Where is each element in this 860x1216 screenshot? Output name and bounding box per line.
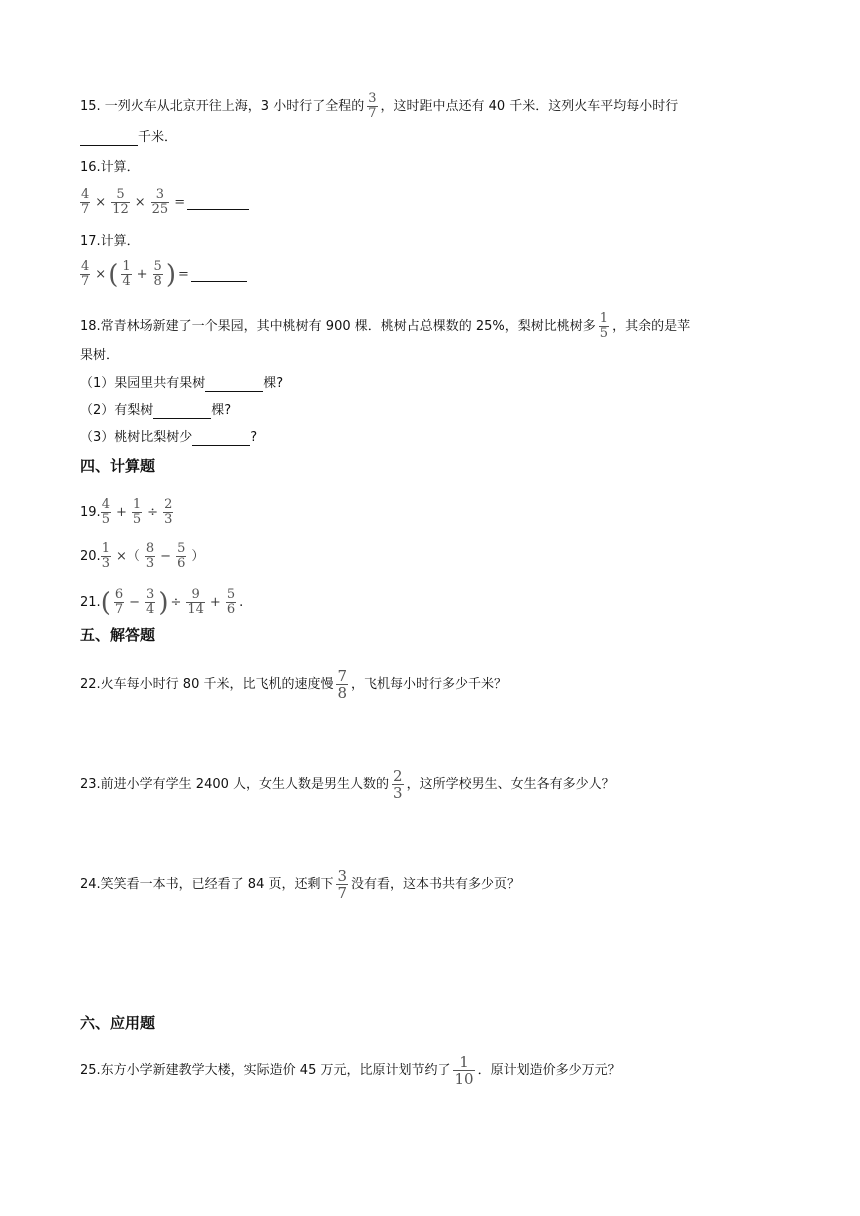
question-15-line-1 [80,92,678,121]
question-16-title: 16.计算． [80,160,140,175]
q18-fraction: $\frac{1}{5}$ [599,311,609,341]
question-20-expression: 20. $\frac{1}{3}$ ×（ $\frac{8}{3}$ − $\frac{5}{6}$ ） [80,541,205,571]
question-25: 25.东方小学新建教学大楼，实际造价 45 万元，比原计划节约了 $\frac{1}{10}$ ．原计划造价多少万元？ [80,1053,621,1088]
q21-fraction-3: $\frac{9}{14}$ [187,587,204,617]
q19-fraction-2: $\frac{1}{5}$ [132,497,142,527]
q18-sub2-blank[interactable] [153,404,211,419]
question-21-expression: 21. ( $\frac{6}{7}$ − $\frac{3}{4}$ ) ÷ $\frac{9}{14}$ + $\frac{5}{6}$ . [80,587,244,618]
question-18-sub-1: （1）果园里共有果树 棵? [80,376,284,391]
q20-fraction-3: $\frac{5}{6}$ [177,541,186,571]
q16-fraction-3: $\frac{3}{25}$ [151,187,169,217]
question-17-expression: $\frac{4}{7}$ × ( $\frac{1}{4}$ + $\frac{5}{8}$ ) = [80,260,247,289]
q17-fraction-1: $\frac{4}{7}$ [81,259,90,289]
q15-fraction: $\frac{3}{7}$ [368,91,377,121]
q15-text-b: ，这时距中点还有 40 千米．这列火车平均每小时行 [380,98,679,114]
q20-fraction-2: $\frac{8}{3}$ [145,541,155,571]
q20-fraction-1: $\frac{1}{3}$ [101,541,110,571]
q21-fraction-2: $\frac{3}{4}$ [146,587,155,617]
q16-answer-blank[interactable] [187,195,249,210]
section-4-heading: 四、计算题 [80,457,156,475]
q15-text-a: 15. 一列火车从北京开往上海，3 小时行了全程的 [80,98,365,114]
q23-fraction: $\frac{2}{3}$ [393,767,403,802]
q17-fraction-3: $\frac{5}{8}$ [153,259,162,289]
q17-fraction-2: $\frac{1}{4}$ [122,259,131,289]
q25-fraction: $\frac{1}{10}$ [454,1053,474,1088]
q22-fraction: $\frac{7}{8}$ [337,667,348,702]
q21-fraction-4: $\frac{5}{6}$ [226,587,236,617]
question-22: 22.火车每小时行 80 千米，比飞机的速度慢 $\frac{7}{8}$ ，飞机每小时行多少千米？ [80,667,508,702]
q18-sub1-blank[interactable] [205,377,263,392]
question-18-sub-2: （2）有梨树 棵? [80,403,232,418]
question-16-expression: $\frac{4}{7}$ × $\frac{5}{12}$ × $\frac{3}{25}$ = [80,188,249,217]
q17-answer-blank[interactable] [191,267,247,282]
q19-fraction-3: $\frac{2}{3}$ [164,497,173,527]
q16-fraction-1: $\frac{4}{7}$ [81,187,90,217]
q19-fraction-1: $\frac{4}{5}$ [101,497,110,527]
q24-fraction: $\frac{3}{7}$ [337,867,348,902]
question-15-line-2 [80,128,177,148]
section-5-heading: 五、解答题 [80,626,156,644]
question-18-line-2: 果树． [80,348,120,363]
question-23: 23.前进小学有学生 2400 人，女生人数是男生人数的 $\frac{2}{3}$ ，这所学校男生、女生各有多少人？ [80,767,615,802]
q16-fraction-2: $\frac{5}{12}$ [112,187,129,217]
q21-fraction-1: $\frac{6}{7}$ [114,587,124,617]
question-18-sub-3: （3）桃树比梨树少 ? [80,430,258,445]
section-6-heading: 六、应用题 [80,1014,156,1032]
question-24: 24.笑笑看一本书，已经看了 84 页，还剩下 $\frac{3}{7}$ 没有看，这本书共有多少页？ [80,867,521,902]
q18-sub3-blank[interactable] [192,431,250,446]
q15-answer-blank[interactable] [80,131,138,146]
q15-text-c: 千米． [138,130,178,145]
question-19-expression: 19. $\frac{4}{5}$ + $\frac{1}{5}$ ÷ $\frac{2}{3}$ [80,497,173,527]
question-17-title: 17.计算． [80,234,140,249]
question-18-line-1: 18.常青林场新建了一个果园，其中桃树有 900 棵．桃树占总棵数的 25%，梨树比桃树多 $\frac{1}{5}$ ，其余的是苹 [80,311,691,341]
